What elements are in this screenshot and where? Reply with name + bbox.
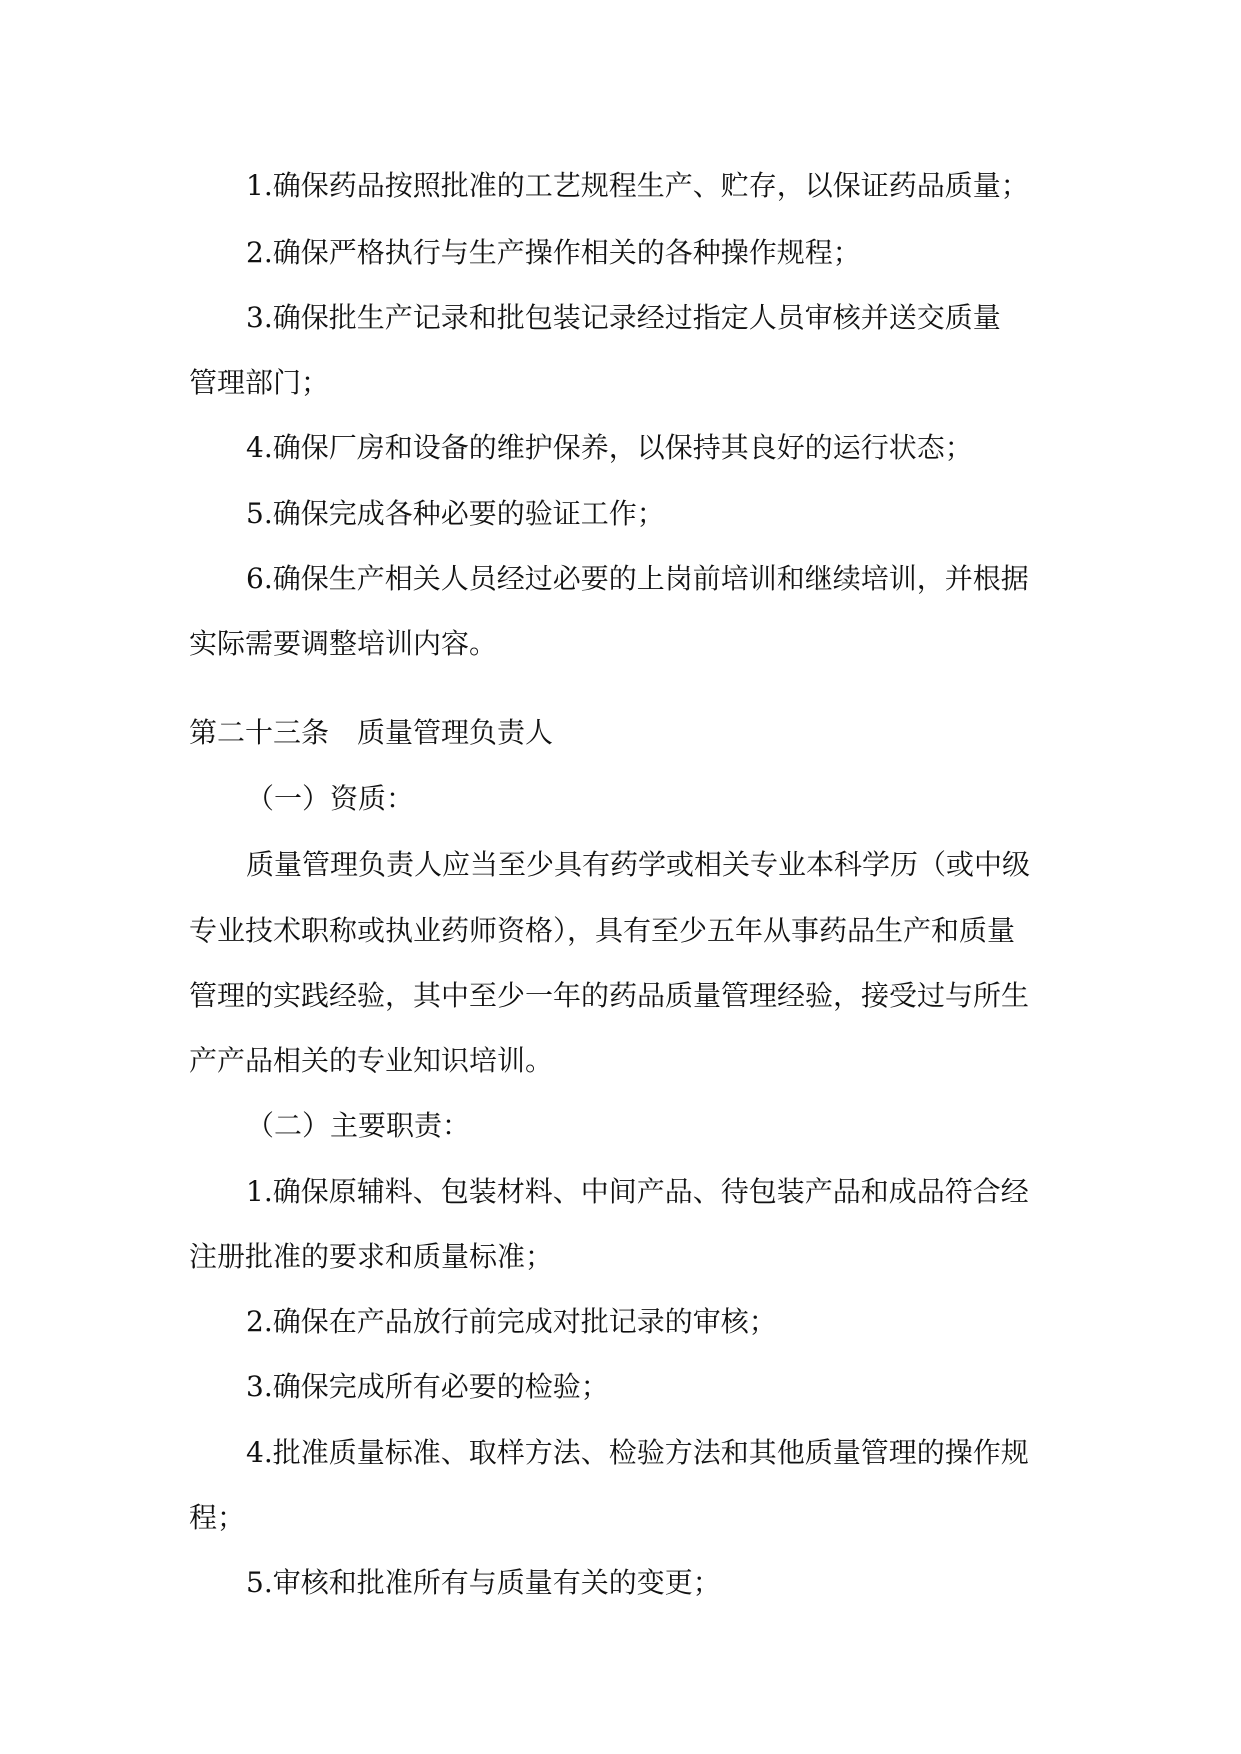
qa-duty-item-2: 2.确保在产品放行前完成对批记录的审核； [246,1305,777,1338]
duty-item-2: 2.确保严格执行与生产操作相关的各种操作规程； [246,236,861,269]
duty-item-4: 4.确保厂房和设备的维护保养，以保持其良好的运行状态； [246,431,973,464]
qa-duty-item-1-line-2: 注册批准的要求和质量标准； [189,1240,554,1273]
qa-duty-item-4-line-2: 程； [189,1501,246,1534]
qa-duty-item-3: 3.确保完成所有必要的检验； [246,1370,609,1403]
qa-duty-item-5: 5.审核和批准所有与质量有关的变更； [246,1566,721,1599]
section-qualification-heading: （一）资质： [246,782,415,815]
qualification-line-3: 管理的实践经验，其中至少一年的药品质量管理经验，接受过与所生 [189,979,1030,1012]
qa-duty-item-4-line-1: 4.批准质量标准、取样方法、检验方法和其他质量管理的操作规 [246,1436,1029,1469]
qualification-line-1: 质量管理负责人应当至少具有药学或相关专业本科学历（或中级 [246,848,1031,881]
duty-item-6-line-1: 6.确保生产相关人员经过必要的上岗前培训和继续培训，并根据 [246,562,1029,595]
qa-duty-item-1-line-1: 1.确保原辅料、包装材料、中间产品、待包装产品和成品符合经 [246,1175,1029,1208]
article-heading: 第二十三条 质量管理负责人 [189,716,554,749]
section-duties-heading: （二）主要职责： [246,1109,471,1142]
duty-item-5: 5.确保完成各种必要的验证工作； [246,497,665,530]
qualification-line-2: 专业技术职称或执业药师资格），具有至少五年从事药品生产和质量 [189,914,1016,947]
duty-item-3-line-1: 3.确保批生产记录和批包装记录经过指定人员审核并送交质量 [246,301,1001,334]
duty-item-6-line-2: 实际需要调整培训内容。 [189,627,498,660]
qualification-line-4: 产产品相关的专业知识培训。 [189,1044,554,1077]
duty-item-1: 1.确保药品按照批准的工艺规程生产、贮存，以保证药品质量； [246,169,1029,202]
duty-item-3-line-2: 管理部门； [189,366,330,399]
